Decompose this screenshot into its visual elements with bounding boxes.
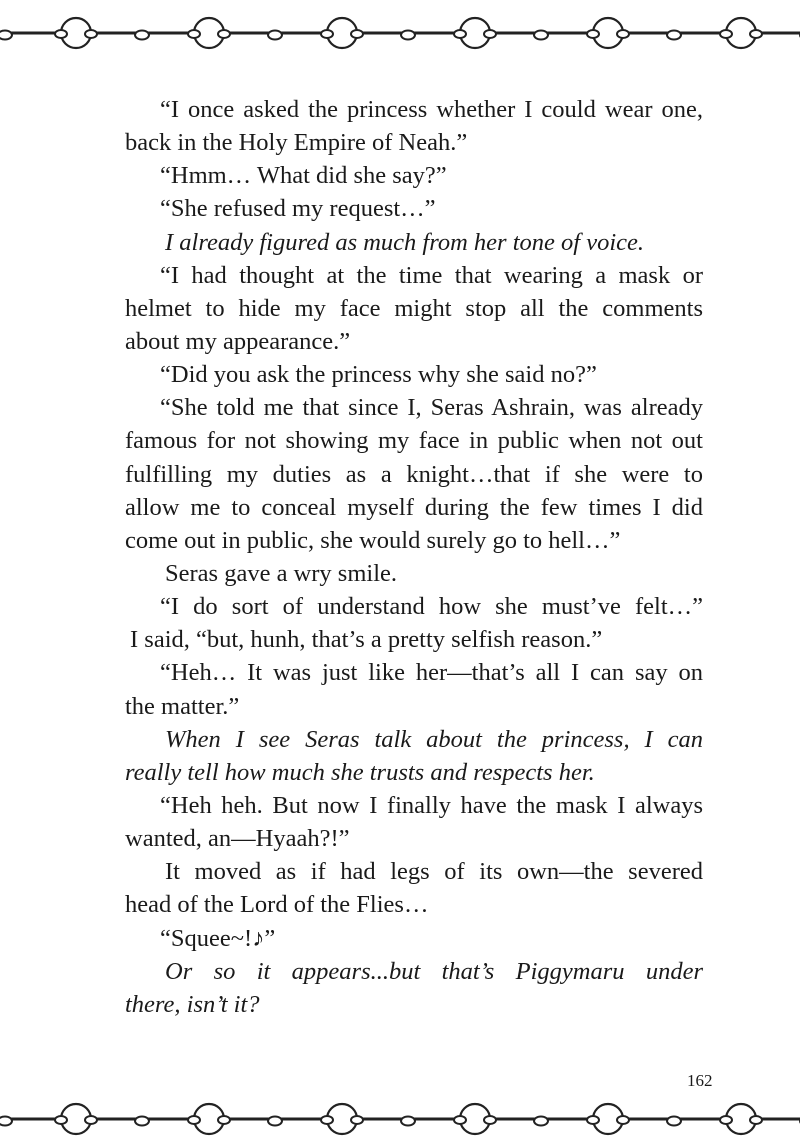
chain-link: [750, 1116, 762, 1124]
decorative-chain-border-bottom: [0, 1098, 800, 1138]
body-text: [125, 93, 703, 1021]
text-line-italic: Or so it appears...but that’s Piggymaru under: [165, 957, 703, 985]
text-line: fulfilling my duties as a knight…that if she were to: [125, 460, 703, 488]
chain-link: [587, 1116, 599, 1124]
text-line-italic: I already figured as much from her tone of voice.: [165, 228, 645, 256]
text-line-italic: When I see Seras talk about the princess, I can: [165, 725, 703, 753]
text-line: the matter.”: [125, 692, 240, 720]
text-line: “I do sort of understand how she must’ve felt…”: [160, 593, 703, 621]
chain-link: [218, 1116, 230, 1124]
text-line: “I once asked the princess whether I could wear one,: [160, 96, 703, 123]
chain-link: [667, 31, 681, 40]
text-line: wanted, an—Hyaah?!”: [125, 825, 350, 853]
chain-link: [85, 30, 97, 38]
chain-link: [454, 1116, 466, 1124]
chain-link: [484, 1116, 496, 1124]
chain-link: [750, 30, 762, 38]
text-line: come out in public, she would surely go to hell…”: [125, 526, 621, 554]
page-number: 162: [687, 1071, 713, 1090]
chain-link: [135, 31, 149, 40]
chain-link: [218, 30, 230, 38]
chain-link: [454, 30, 466, 38]
text-line: famous for not showing my face in public when not out: [125, 427, 703, 455]
text-line: back in the Holy Empire of Neah.”: [125, 129, 468, 157]
text-line-italic: really tell how much she trusts and respects her.: [125, 758, 595, 786]
chain-link: [484, 30, 496, 38]
chain-link: [534, 1117, 548, 1126]
chain-link: [401, 31, 415, 40]
text-line: Seras gave a wry smile.: [165, 559, 397, 587]
chain-link: [135, 1117, 149, 1126]
chain-link: [587, 30, 599, 38]
chain-link: [401, 1117, 415, 1126]
chain-link: [617, 30, 629, 38]
chain-link: [55, 30, 67, 38]
chain-link: [55, 1116, 67, 1124]
chain-link: [321, 30, 333, 38]
decorative-chain-border-top: [0, 12, 800, 52]
text-line: helmet to hide my face might stop all the comments: [125, 294, 703, 322]
chain-link: [85, 1116, 97, 1124]
chain-link: [188, 30, 200, 38]
chain-link: [667, 1117, 681, 1126]
text-line: It moved as if had legs of its own—the severed: [165, 858, 703, 886]
text-line: “Heh heh. But now I finally have the mask I always: [160, 791, 703, 819]
chain-link: [720, 1116, 732, 1124]
chain-link: [351, 30, 363, 38]
chain-link: [321, 1116, 333, 1124]
text-line: “Did you ask the princess why she said no?”: [160, 361, 597, 389]
chain-link: [268, 31, 282, 40]
text-line: about my appearance.”: [125, 327, 351, 355]
chain-link: [617, 1116, 629, 1124]
text-line: “Hmm… What did she say?”: [160, 162, 447, 190]
chain-link: [0, 31, 12, 40]
text-line: I said, “but, hunh, that’s a pretty selfish reason.”: [130, 626, 603, 654]
text-line: allow me to conceal myself during the few times I did: [125, 493, 703, 521]
text-line: “I had thought at the time that wearing a mask or: [160, 261, 703, 289]
text-line: head of the Lord of the Flies…: [125, 891, 429, 919]
text-line: “She told me that since I, Seras Ashrain, was already: [160, 394, 703, 422]
text-line: “She refused my request…”: [160, 195, 436, 223]
text-line: “Heh… It was just like her—that’s all I can say on: [160, 659, 703, 687]
chain-link: [0, 1117, 12, 1126]
text-line-italic: there, isn’t it?: [125, 990, 260, 1018]
chain-link: [534, 31, 548, 40]
text-line: “Squee~!♪”: [160, 924, 276, 952]
chain-link: [268, 1117, 282, 1126]
chain-link: [351, 1116, 363, 1124]
chain-link: [720, 30, 732, 38]
chain-link: [188, 1116, 200, 1124]
